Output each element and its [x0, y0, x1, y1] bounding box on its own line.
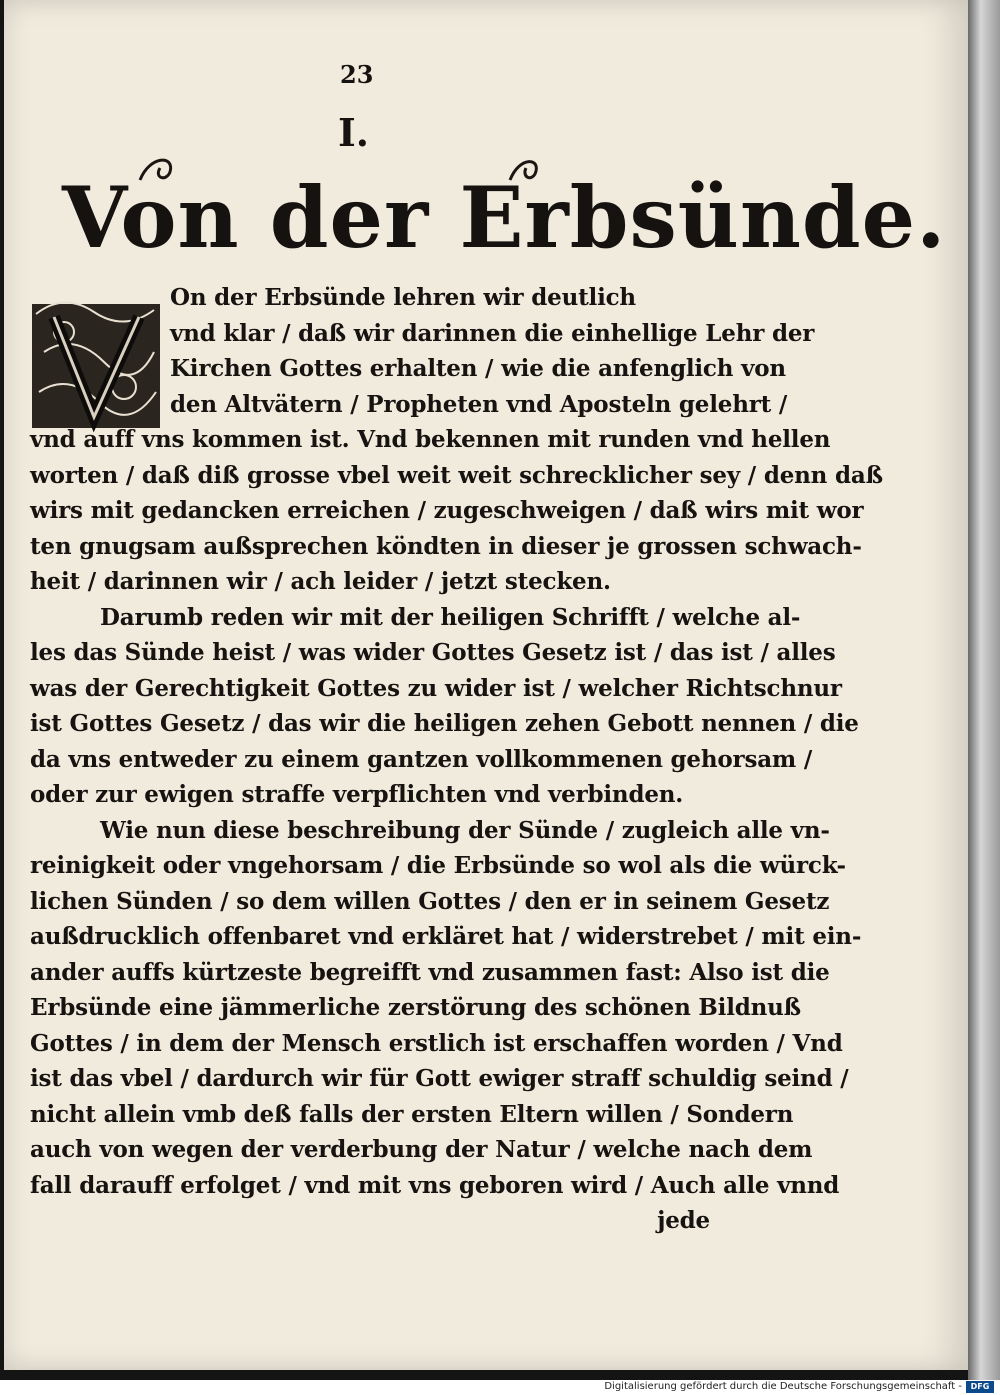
- text-line: reinigkeit oder vngehorsam / die Erbsünde so wol als die würck-: [30, 852, 846, 879]
- text-line: auch von wegen der verderbung der Natur / welche nach dem: [30, 1136, 813, 1163]
- text-line: ist Gottes Gesetz / das wir die heiligen zehen Gebott nennen / die: [30, 710, 859, 737]
- text-line: oder zur ewigen straffe verpflichten vnd verbinden.: [30, 781, 684, 808]
- text-line: Wie nun diese beschreibung der Sünde / zugleich alle vn-: [100, 816, 830, 844]
- dfg-logo: DFG: [966, 1381, 994, 1393]
- chapter-number: I.: [338, 110, 370, 155]
- catchword: jede: [657, 1207, 710, 1234]
- text-line: außdrucklich offenbaret vnd erkläret hat / widerstrebet / mit ein-: [30, 923, 862, 950]
- text-line: worten / daß diß grosse vbel weit weit schrecklicher sey / denn daß: [30, 461, 883, 489]
- text-line: vnd klar / daß wir darinnen die einhellige Lehr der: [170, 319, 815, 347]
- text-line: ten gnugsam außsprechen köndten in dieser je grossen schwach-: [30, 532, 862, 560]
- body-text: [30, 280, 883, 1239]
- text-line: da vns entweder zu einem gantzen vollkommenen gehorsam /: [30, 745, 813, 773]
- text-line: lichen Sünden / so dem willen Gottes / den er in seinem Gesetz: [30, 887, 830, 915]
- page-edge: [968, 0, 1000, 1380]
- text-line: ander auffs kürtzeste begreifft vnd zusammen fast: Also ist die: [30, 958, 830, 986]
- text-line: ist das vbel / dardurch wir für Gott ewiger straff schuldig seind /: [30, 1065, 849, 1092]
- text-line: vnd auff vns kommen ist. Vnd bekennen mit runden vnd hellen: [30, 426, 831, 453]
- text-line: Darumb reden wir mit der heiligen Schrifft / welche al-: [100, 603, 801, 631]
- text-line: wirs mit gedancken erreichen / zugeschweigen / daß wirs mit wor: [30, 497, 864, 524]
- text-line: Gottes / in dem der Mensch erstlich ist erschaffen worden / Vnd: [30, 1029, 843, 1057]
- text-line: Erbsünde eine jämmerliche zerstörung des schönen Bildnuß: [30, 994, 801, 1021]
- chapter-title: Von der Erbsünde.: [62, 168, 947, 267]
- text-line: les das Sünde heist / was wider Gottes Gesetz ist / das ist / alles: [30, 639, 836, 666]
- text-line: was der Gerechtigkeit Gottes zu wider ist / welcher Richtschnur: [30, 674, 842, 702]
- signature-mark: 23: [340, 60, 374, 89]
- text-line: den Altvätern / Propheten vnd Aposteln gelehrt /: [170, 390, 788, 418]
- text-line: fall darauff erfolget / vnd mit vns geboren wird / Auch alle vnnd: [30, 1171, 840, 1199]
- text-line: nicht allein vmb deß falls der ersten Eltern willen / Sondern: [30, 1100, 794, 1128]
- footer-credit: Digitalisierung gefördert durch die Deutsche Forschungsgemeinschaft -: [604, 1381, 962, 1392]
- text-line: On der Erbsünde lehren wir deutlich: [170, 284, 636, 311]
- text-line: Kirchen Gottes erhalten / wie die anfenglich von: [170, 355, 786, 382]
- text-line: heit / darinnen wir / ach leider / jetzt stecken.: [30, 568, 611, 595]
